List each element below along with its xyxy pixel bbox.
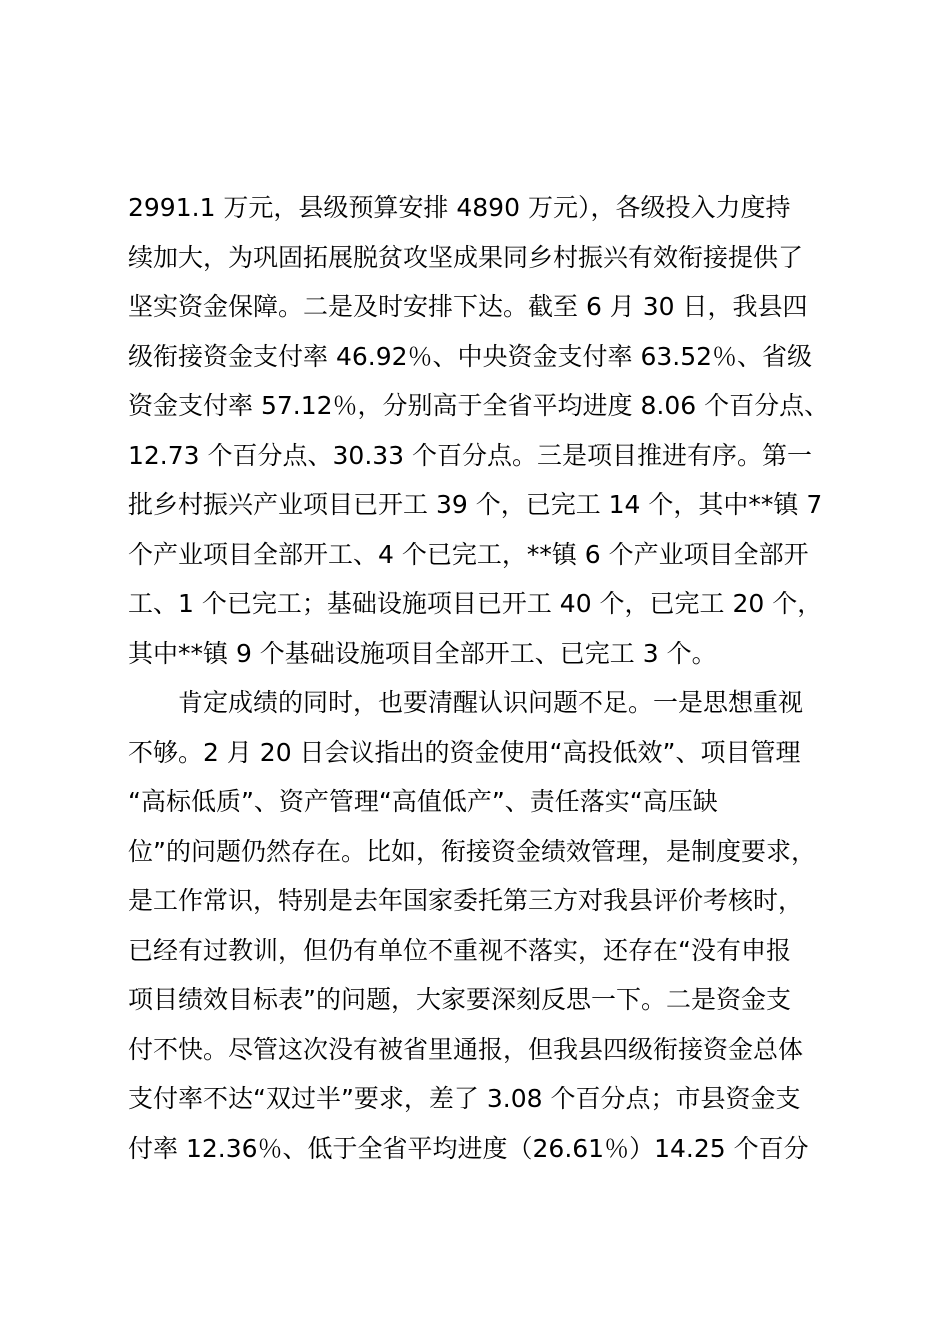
text-line: 项目绩效目标表”的问题，大家要深刻反思一下。二是资金支 xyxy=(128,985,791,1014)
text-line: 是工作常识，特别是去年国家委托第三方对我县评价考核时， xyxy=(128,886,804,915)
text-line: 个产业项目全部开工、4 个已完工，**镇 6 个产业项目全部开 xyxy=(128,539,809,569)
document-body xyxy=(128,183,838,1173)
text-line: 批乡村振兴产业项目已开工 39 个，已完工 14 个，其中**镇 7 xyxy=(128,490,823,519)
text-line: 不够。2 月 20 日会议指出的资金使用“高投低效”、项目管理 xyxy=(128,737,801,767)
text-line: “高标低质”、资产管理“高值低产”、责任落实“高压缺 xyxy=(128,787,718,816)
text-line: 其中**镇 9 个基础设施项目全部开工、已完工 3 个。 xyxy=(128,638,717,668)
text-line: 付率 12.36％、低于全省平均进度（26.61％）14.25 个百分 xyxy=(128,1133,809,1163)
text-line: 续加大，为巩固拓展脱贫攻坚成果同乡村振兴有效衔接提供了 xyxy=(128,242,804,272)
text-line: 2991.1 万元，县级预算安排 4890 万元），各级投入力度持 xyxy=(128,193,791,222)
text-line: 级衔接资金支付率 46.92％、中央资金支付率 63.52％、省级 xyxy=(128,341,813,371)
paragraph-problems xyxy=(128,678,838,1173)
text-line: 付不快。尽管这次没有被省里通报，但我县四级衔接资金总体 xyxy=(128,1034,804,1064)
text-line: 工、1 个已完工；基础设施项目已开工 40 个，已完工 20 个， xyxy=(128,589,823,618)
text-line: 12.73 个百分点、30.33 个百分点。三是项目推进有序。第一 xyxy=(128,440,813,470)
paragraph-funding-progress xyxy=(128,183,838,678)
text-line: 位”的问题仍然存在。比如，衔接资金绩效管理，是制度要求， xyxy=(128,836,816,866)
text-line: 资金支付率 57.12％，分别高于全省平均进度 8.06 个百分点、 xyxy=(128,391,830,420)
text-line: 支付率不达“双过半”要求，差了 3.08 个百分点；市县资金支 xyxy=(128,1084,801,1113)
text-line: 坚实资金保障。二是及时安排下达。截至 6 月 30 日，我县四 xyxy=(128,292,808,321)
text-line: 肯定成绩的同时，也要清醒认识问题不足。一是思想重视 xyxy=(178,688,804,717)
text-line: 已经有过教训，但仍有单位不重视不落实，还存在“没有申报 xyxy=(128,935,791,965)
